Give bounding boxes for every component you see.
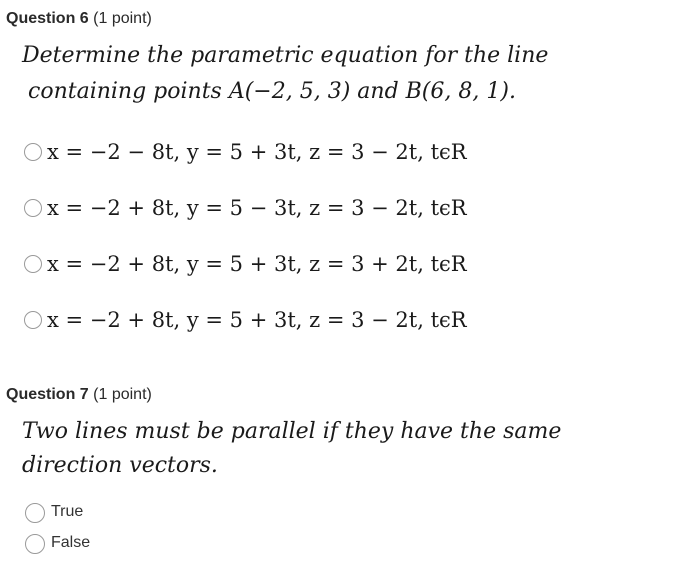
question-6-header (6, 10, 152, 28)
question-6-option-2-radio[interactable] (24, 199, 42, 217)
question-6-points: (1 point) (93, 10, 152, 27)
question-7-option-false-label[interactable]: False (51, 534, 91, 551)
question-7-option-true-radio[interactable] (25, 503, 45, 523)
question-6-option-4-radio[interactable] (24, 311, 42, 329)
question-7-option-true-label[interactable]: True (51, 503, 84, 520)
question-6-option-2-text[interactable]: x = −2 + 8t, y = 5 − 3t, z = 3 − 2t, tϵR (47, 196, 467, 220)
question-7-option-false-radio[interactable] (25, 534, 45, 554)
question-7-prompt-line-2: direction vectors. (22, 453, 218, 478)
question-6-prompt-line-1: Determine the parametric equation for the line (22, 43, 549, 68)
question-7-label: Question 7 (6, 386, 89, 403)
question-6-label: Question 6 (6, 10, 89, 27)
question-6-option-3-radio[interactable] (24, 255, 42, 273)
question-6-option-3-text[interactable]: x = −2 + 8t, y = 5 + 3t, z = 3 + 2t, tϵR (47, 252, 467, 276)
question-7-prompt-line-1: Two lines must be parallel if they have the same (22, 419, 562, 444)
question-6-option-1-text[interactable]: x = −2 − 8t, y = 5 + 3t, z = 3 − 2t, tϵR (47, 140, 467, 164)
question-7-points: (1 point) (93, 386, 152, 403)
question-7-header (6, 386, 152, 404)
question-6-option-4-text[interactable]: x = −2 + 8t, y = 5 + 3t, z = 3 − 2t, tϵR (47, 308, 467, 332)
question-6-prompt-line-2: containing points A(−2, 5, 3) and B(6, 8, 1). (28, 79, 516, 104)
question-6-option-1-radio[interactable] (24, 143, 42, 161)
